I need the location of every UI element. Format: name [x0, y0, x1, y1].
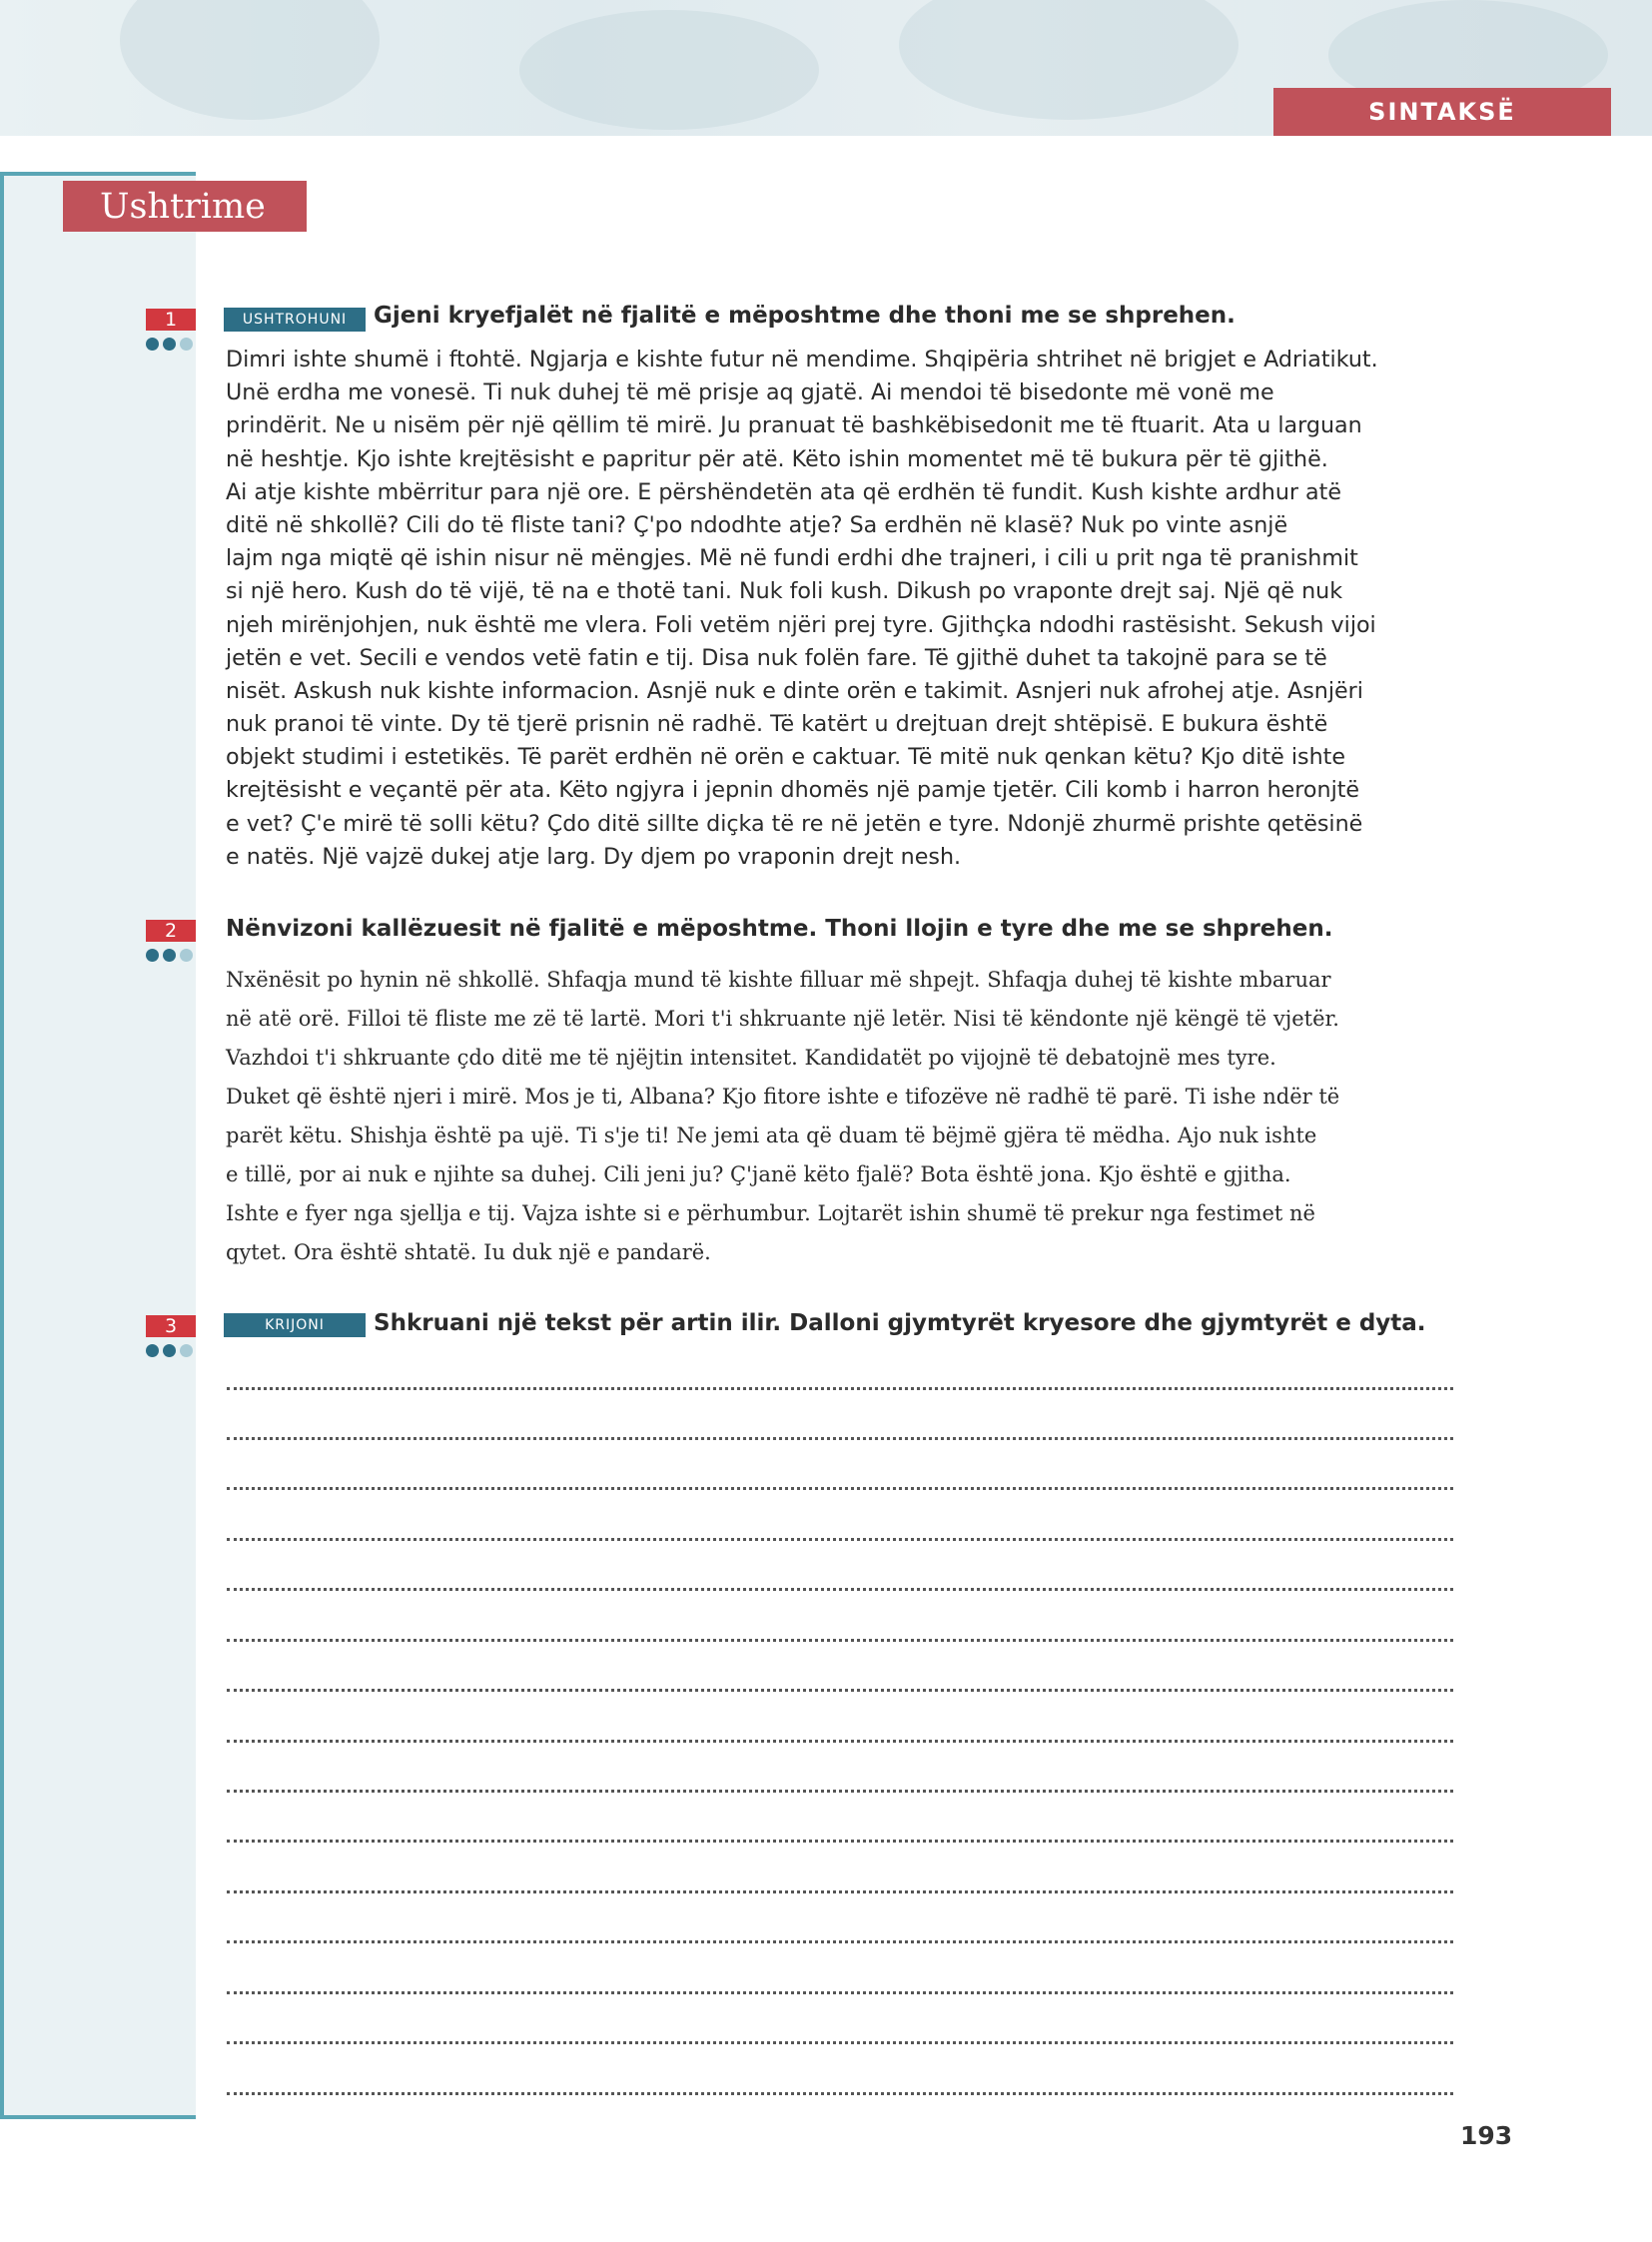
exercise-1-instruction: Gjeni kryefjalët në fjalitë e mëposhtme dhe thoni me se shprehen. [374, 303, 1236, 329]
text-line: qytet. Ora është shtatë. Iu duk një e pandarë. [226, 1240, 711, 1264]
text-line: Duket që është njeri i mirë. Mos je ti, Albana? Kjo fitore ishte e tifozëve në radhë të parë. Ti ishe ndër të [226, 1085, 1340, 1109]
text-line: Vazhdoi t'i shkruante çdo ditë me të njëjtin intensitet. Kandidatët po vijojnë të debatojnë mes tyre. [226, 1046, 1276, 1070]
writing-line[interactable] [227, 1840, 1453, 1843]
text-line: e natës. Një vajzë dukej atje larg. Dy djem po vraponin drejt nesh. [226, 843, 962, 870]
text-line: Dimri ishte shumë i ftohtë. Ngjarja e kishte futur në mendime. Shqipëria shtrihet në brigjet e Adriatikut. [226, 347, 1378, 373]
text-line: ditë në shkollë? Cili do të fliste tani? Ç'po ndodhte atje? Sa erdhën në klasë? Nuk po vinte asnjë [226, 511, 1288, 538]
writing-line[interactable] [227, 2092, 1453, 2095]
writing-line[interactable] [227, 2041, 1453, 2044]
text-line: lajm nga miqtë që ishin nisur në mëngjes. Më në fundi erdhi dhe trajneri, i cili u prit nga të pranishmit [226, 545, 1358, 572]
text-line: e vet? Ç'e mirë të solli këtu? Çdo ditë sillte diçka të re në jetën e tyre. Ndonjë zhurmë prishte qetësinë [226, 810, 1363, 837]
sidebar-border [0, 172, 196, 2119]
writing-line[interactable] [227, 1790, 1453, 1793]
text-line: parët këtu. Shishja është pa ujë. Ti s'je ti! Ne jemi ata që duam të bëjmë gjëra të mëdha. Ajo nuk ishte [226, 1123, 1317, 1147]
text-line: e tillë, por ai nuk e njihte sa duhej. Cili jeni ju? Ç'janë këto fjalë? Bota është jona. Kjo është e gjitha. [226, 1162, 1291, 1186]
text-line: krejtësisht e veçantë për ata. Këto ngjyra i jepnin dhomës një pamje tjetër. Cili komb i harron heronjtë [226, 777, 1360, 804]
writing-line[interactable] [227, 1991, 1453, 1994]
text-line: Ai atje kishte mbërritur para një ore. E përshëndetën ata që erdhën të fundit. Kush kishte ardhur atë [226, 478, 1342, 505]
text-line: nisët. Askush nuk kishte informacion. Asnjë nuk e dinte orën e takimit. Asnjeri nuk afrohej atje. Asnjëri [226, 677, 1363, 704]
writing-line[interactable] [227, 1740, 1453, 1743]
writing-line[interactable] [227, 1387, 1453, 1390]
writing-line[interactable] [227, 1940, 1453, 1943]
exercise-3-instruction: Shkruani një tekst për artin ilir. Dalloni gjymtyrët kryesore dhe gjymtyrët e dyta. [374, 1310, 1426, 1336]
writing-line[interactable] [227, 1487, 1453, 1490]
writing-line[interactable] [227, 1588, 1453, 1591]
difficulty-dots-1 [146, 338, 200, 352]
text-line: prindërit. Ne u nisëm për një qëllim të mirë. Ju pranuat të bashkëbisedonit me të ftuarit. Ata u larguan [226, 412, 1362, 439]
page-title: Ushtrime [63, 181, 307, 232]
text-line: njeh mirënjohjen, nuk është me vlera. Foli vetëm njëri prej tyre. Gjithçka ndodhi rastësisht. Sekush vijoi [226, 611, 1376, 638]
text-line: jetën e vet. Secili e vendos vetë fatin e tij. Disa nuk folën fare. Të gjithë duhet ta takojnë para se të [226, 644, 1327, 671]
text-line: si një hero. Kush do të vijë, të na e thotë tani. Nuk foli kush. Dikush po vraponte drejt saj. Një që nuk [226, 578, 1343, 605]
difficulty-dots-3 [146, 1344, 200, 1358]
text-line: objekt studimi i estetikës. Të parët erdhën në orën e caktuar. Të mitë nuk qenkan këtu? Kjo ditë ishte [226, 744, 1346, 771]
exercise-2-instruction: Nënvizoni kallëzuesit në fjalitë e mëposhtme. Thoni llojin e tyre dhe me se shprehen. [226, 916, 1333, 942]
writing-line[interactable] [227, 1689, 1453, 1692]
page-number: 193 [1460, 2121, 1513, 2150]
text-line: në heshtje. Kjo ishte krejtësisht e papritur për atë. Këto ishin momentet më të bukura për të gjithë. [226, 445, 1328, 472]
text-line: Ishte e fyer nga sjellja e tij. Vajza ishte si e përhumbur. Lojtarët ishin shumë të prekur nga festimet në [226, 1201, 1315, 1225]
writing-line[interactable] [227, 1437, 1453, 1440]
badge-ushtrohuni: USHTROHUNI [224, 308, 366, 332]
exercise-number-1: 1 [146, 309, 196, 331]
writing-line[interactable] [227, 1639, 1453, 1642]
text-line: Nxënësit po hynin në shkollë. Shfaqja mund të kishte filluar më shpejt. Shfaqja duhej të kishte mbaruar [226, 968, 1331, 992]
exercise-1-text [226, 344, 1378, 874]
exercise-number-3: 3 [146, 1315, 196, 1337]
text-line: Unë erdha me vonesë. Ti nuk duhej të më prisje aq gjatë. Ai mendoi të bisedonte më vonë me [226, 379, 1274, 406]
writing-line[interactable] [227, 1890, 1453, 1893]
section-label: SINTAKSË [1273, 88, 1611, 136]
badge-krijoni: KRIJONI [224, 1313, 366, 1337]
difficulty-dots-2 [146, 949, 200, 963]
writing-line[interactable] [227, 1538, 1453, 1541]
exercise-2-text [226, 961, 1339, 1272]
text-line: nuk pranoi të vinte. Dy të tjerë prisnin në radhë. Të katërt u drejtuan drejt shtëpisë. E bukura është [226, 711, 1328, 738]
exercise-number-2: 2 [146, 920, 196, 942]
text-line: në atë orë. Filloi të fliste me zë të lartë. Mori t'i shkruante një letër. Nisi të këndonte një këngë të vjetër. [226, 1007, 1339, 1031]
